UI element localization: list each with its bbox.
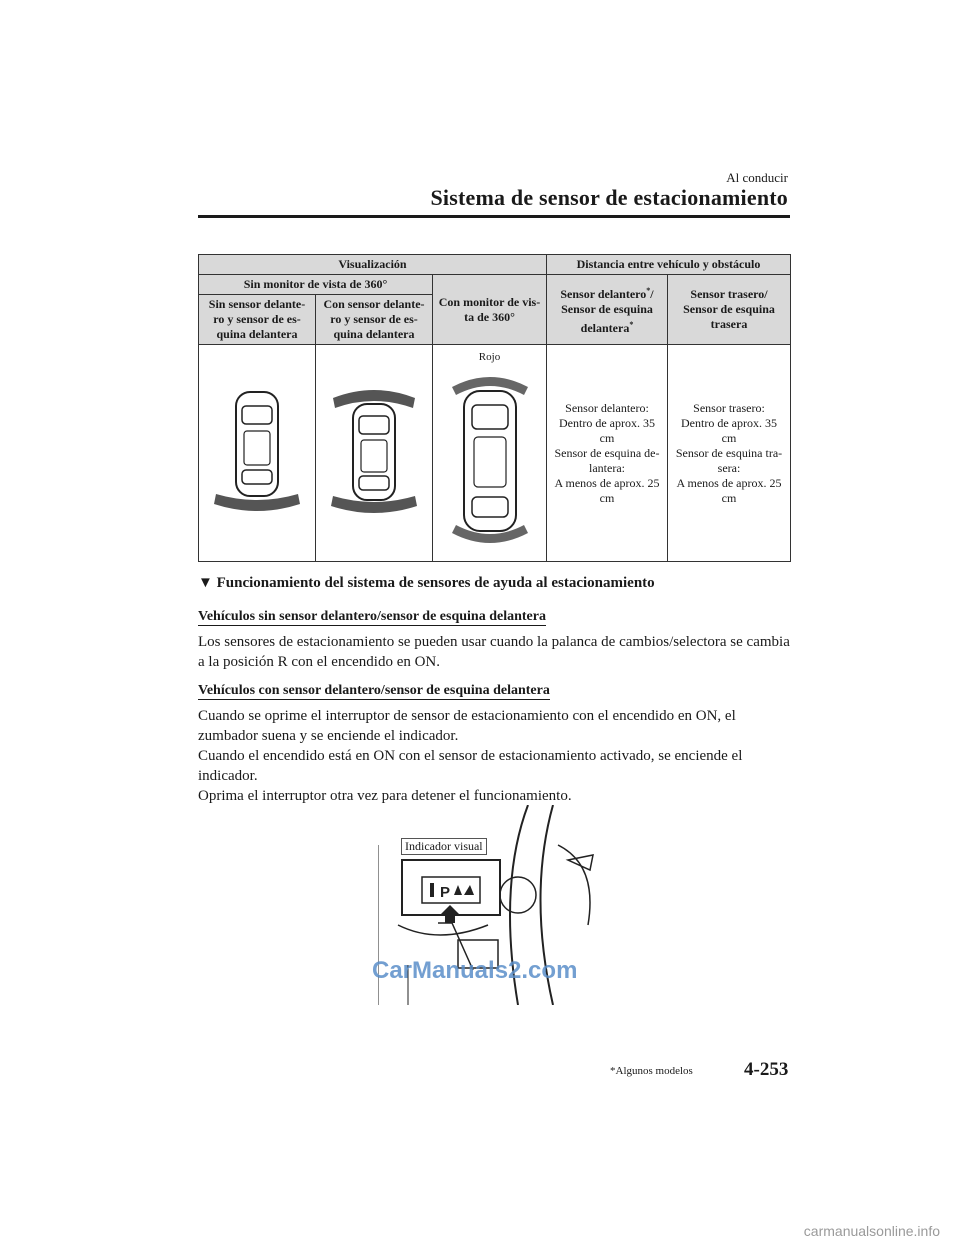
watermark-site: carmanualsonline.info: [803, 1223, 940, 1239]
col-header-sin-monitor: Sin monitor de vista de 360°: [199, 275, 433, 295]
paragraph-4: Oprima el interruptor otra vez para detener el funcionamiento.: [198, 788, 572, 804]
display-rear-only: [199, 345, 316, 562]
rear-distance-text: Sensor trasero: Dentro de aprox. 35 cm Sensor de esquina tra- sera: A menos de aprox. 25 cm: [668, 345, 791, 562]
subheading-con-sensor: Vehículos con sensor delantero/sensor de esquina delantera: [198, 683, 550, 698]
display-front-rear: [316, 345, 433, 562]
display-360-monitor: [433, 345, 547, 562]
car-front-rear-sensor-illustration: [319, 376, 429, 526]
page-number: 4-253: [744, 1059, 789, 1080]
triangle-marker-icon: ▼: [198, 575, 213, 591]
col-header-sensor-delantero: Sensor delantero*/ Sensor de esquina delantera*: [547, 275, 668, 345]
paragraph-1: Los sensores de estacionamiento se pueden usar cuando la palanca de cambios/selectora se cambia a la posición R con el encendido en ON.: [198, 634, 790, 670]
footnote: *Algunos modelos: [610, 1065, 693, 1077]
subheading-sin-sensor: Vehículos sin sensor delantero/sensor de esquina delantera: [198, 609, 546, 624]
paragraph-3: Cuando el encendido está en ON con el sensor de estacionamiento activado, se enciende el indicador.: [198, 748, 743, 784]
page-title: Sistema de sensor de estacionamiento: [430, 185, 788, 210]
rojo-label: Rojo: [478, 350, 501, 363]
header-rule: [198, 215, 790, 218]
parking-display-table: [198, 254, 791, 562]
section-heading: ▼ Funcionamiento del sistema de sensores de ayuda al estacionamiento: [198, 575, 655, 591]
paragraph-2: Cuando se oprime el interruptor de sensor de estacionamiento con el encendido en ON, el zumbador suena y se enciende el indicador.: [198, 708, 736, 744]
col-header-distancia: Distancia entre vehículo y obstáculo: [547, 255, 791, 275]
watermark-carmanuals: CarManuals2.com: [372, 957, 578, 984]
indicator-visual-label: Indicador visual: [401, 838, 487, 855]
running-header-section: Al conducir: [726, 170, 788, 185]
front-distance-text: Sensor delantero: Dentro de aprox. 35 cm Sensor de esquina de- lantera: A menos de aprox. 25 cm: [547, 345, 668, 562]
col-header-sin-sensor: Sin sensor delante- ro y sensor de es- quina delantera: [199, 295, 316, 345]
col-header-con-sensor: Con sensor delante- ro y sensor de es- quina delantera: [316, 295, 433, 345]
col-header-sensor-trasero: Sensor trasero/ Sensor de esquina trasera: [668, 275, 791, 345]
col-header-visualizacion: Visualización: [199, 255, 547, 275]
car-360-monitor-illustration: [442, 365, 538, 555]
car-rear-sensor-illustration: [202, 376, 312, 526]
svg-text:P: P: [440, 884, 451, 901]
col-header-con-monitor: Con monitor de vis- ta de 360°: [433, 275, 547, 345]
